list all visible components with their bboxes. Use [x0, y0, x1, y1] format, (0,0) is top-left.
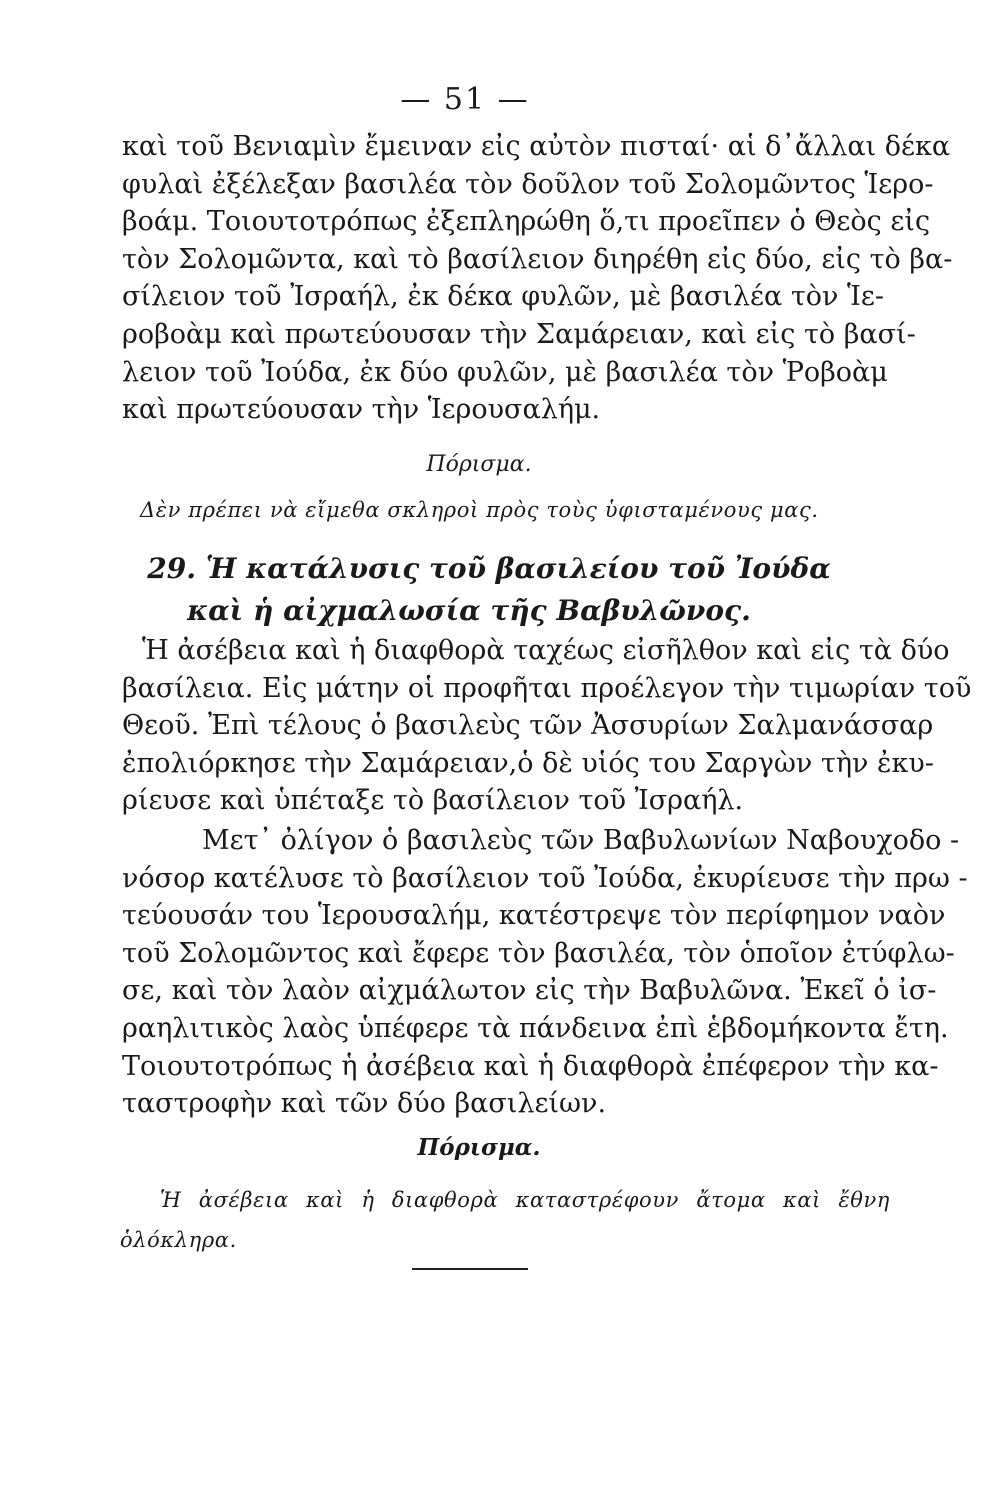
- section-title-line-2: καὶ ἡ αἰχμαλωσία τῆς Βαβυλῶνος.: [187, 594, 751, 627]
- page-number: — 51 —: [400, 82, 530, 117]
- porisma-heading-2: Πόρισμα.: [417, 1134, 541, 1161]
- porisma-heading: Πόρισμα.: [426, 452, 532, 477]
- text-line: Θεοῦ. Ἐπὶ τέλους ὁ βασιλεὺς τῶν Ἀσσυρίων Σαλμανάσσαρ: [122, 710, 934, 742]
- text-line: τοῦ Σολομῶντος καὶ ἔφερε τὸν βασιλέα, τὸν ὁποῖον ἐτύφλω-: [122, 937, 955, 969]
- section-title-line-1: 29. Ἡ κατάλυσις τοῦ βασιλείου τοῦ Ἰούδα: [147, 552, 831, 585]
- text-line: τεύουσάν του Ἱερουσαλήμ, κατέστρεψε τὸν περίφημον ναὸν: [122, 900, 946, 932]
- text-line: Μετ᾽ ὀλίγον ὁ βασιλεὺς τῶν Βαβυλωνίων Ναβουχοδο -: [202, 825, 960, 856]
- paragraph-2: [122, 632, 972, 820]
- text-line: σίλειον τοῦ Ἰσραήλ, ἐκ δέκα φυλῶν, μὲ βασιλέα τὸν Ἱε-: [122, 281, 884, 313]
- text-line: βασίλεια. Εἰς μάτην οἱ προφῆται προέλεγον τὴν τιμωρίαν τοῦ: [122, 672, 972, 704]
- text-line: ὁλόκληρα.: [120, 1228, 237, 1252]
- text-line: σε, καὶ τὸν λαὸν αἰχμάλωτον εἰς τὴν Βαβυλῶνα. Ἐκεῖ ὁ ἰσ-: [122, 975, 937, 1007]
- text-line: φυλαὶ ἐξέλεξαν βασιλέα τὸν δοῦλον τοῦ Σολομῶντος Ἱερο-: [122, 168, 934, 200]
- text-line: ἐπολιόρκησε τὴν Σαμάρειαν,ὁ δὲ υἱός του Σαργὼν τὴν ἐκυ-: [122, 747, 934, 779]
- end-divider: [412, 1268, 528, 1270]
- text-line: λειον τοῦ Ἰούδα, ἐκ δύο φυλῶν, μὲ βασιλέα τὸν Ῥοβοὰμ: [122, 356, 888, 388]
- text-line: ταστροφὴν καὶ τῶν δύο βασιλείων.: [122, 1088, 607, 1120]
- text-line: τὸν Σολομῶντα, καὶ τὸ βασίλειον διηρέθη εἰς δύο, εἰς τὸ βα-: [122, 243, 953, 275]
- section-title: [0, 548, 998, 632]
- porisma-text-2: [120, 1180, 890, 1260]
- text-line: ροβοὰμ καὶ πρωτεύουσαν τὴν Σαμάρειαν, καὶ εἰς τὸ βασί-: [122, 318, 916, 350]
- text-line: καὶ τοῦ Βενιαμὶν ἔμειναν εἰς αὐτὸν πισταί· αἱ δ᾽ἄλλαι δέκα: [122, 131, 951, 162]
- text-line: ραηλιτικὸς λαὸς ὑπέφερε τὰ πάνδεινα ἐπὶ ἑβδομήκοντα ἔτη.: [122, 1012, 949, 1044]
- paragraph-1: [122, 128, 953, 429]
- text-line: ρίευσε καὶ ὑπέταξε τὸ βασίλειον τοῦ Ἰσραήλ.: [122, 785, 744, 817]
- text-line: βοάμ. Τοιουτοτρόπως ἐξεπληρώθη ὅ,τι προεῖπεν ὁ Θεὸς εἰς: [122, 206, 931, 238]
- text-line: νόσορ κατέλυσε τὸ βασίλειον τοῦ Ἰούδα, ἐκυρίευσε τὴν πρω -: [122, 862, 968, 894]
- text-line: Ἡ ἀσέβεια καὶ ἡ διαφθορὰ καταστρέφουν ἄτομα καὶ ἔθνη: [160, 1188, 890, 1212]
- paragraph-3: [122, 822, 968, 1123]
- porisma-text: Δὲν πρέπει νὰ εἴμεθα σκληροὶ πρὸς τοὺς ὑφισταμένους μας.: [140, 498, 819, 522]
- text-line: Τοιουτοτρόπως ἡ ἀσέβεια καὶ ἡ διαφθορὰ ἐπέφερον τὴν κα-: [122, 1050, 939, 1082]
- text-line: καὶ πρωτεύουσαν τὴν Ἱερουσαλήμ.: [122, 394, 601, 426]
- text-line: Ἡ ἀσέβεια καὶ ἡ διαφθορὰ ταχέως εἰσῆλθον καὶ εἰς τὰ δύο: [142, 635, 950, 666]
